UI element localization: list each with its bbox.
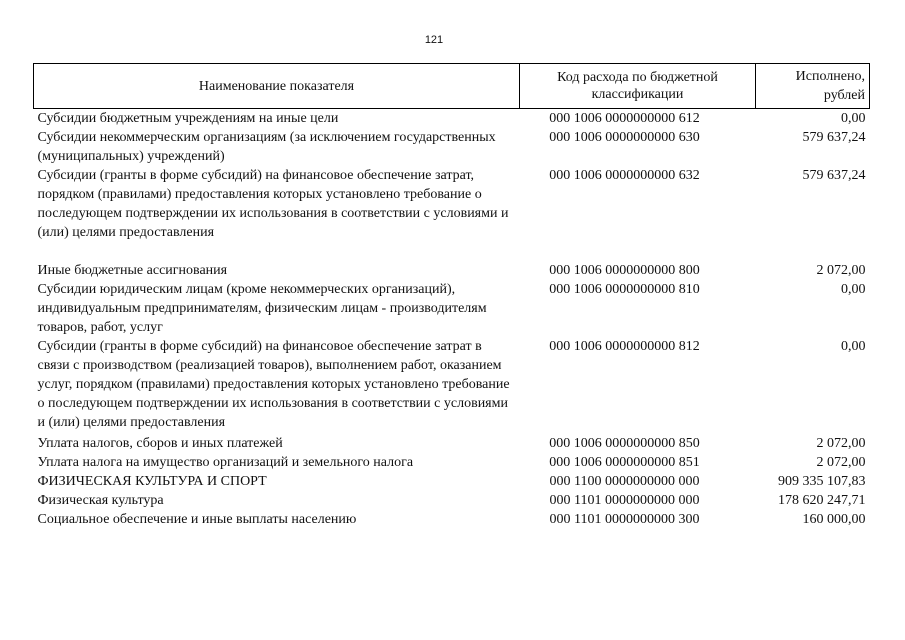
row-code: 000 1101 0000000000 000 xyxy=(549,493,700,508)
row-code: 000 1006 0000000000 810 xyxy=(549,282,700,297)
table-row xyxy=(34,128,870,166)
table-row xyxy=(34,434,870,453)
row-amount: 178 620 247,71 xyxy=(778,493,866,508)
table-header xyxy=(34,64,870,109)
table-row xyxy=(34,261,870,280)
table-row xyxy=(34,491,870,510)
table-row xyxy=(34,453,870,472)
row-amount: 2 072,00 xyxy=(816,263,866,278)
row-code: 000 1100 0000000000 000 xyxy=(549,474,700,489)
table-row xyxy=(34,472,870,491)
table-row xyxy=(34,166,870,261)
row-amount: 579 637,24 xyxy=(802,130,866,145)
row-name: Субсидии (гранты в форме субсидий) на финансовое обеспечение затрат, порядком (правилами) предоставления которых установлено требование о последующем подтверждении их использования в соответствии с условиями и (или) целями предоставления xyxy=(37,168,509,240)
row-name: ФИЗИЧЕСКАЯ КУЛЬТУРА И СПОРТ xyxy=(37,474,267,489)
row-amount: 909 335 107,83 xyxy=(778,474,866,489)
budget-execution-table xyxy=(33,63,870,529)
row-code: 000 1006 0000000000 630 xyxy=(549,130,700,145)
row-code: 000 1006 0000000000 800 xyxy=(549,263,700,278)
row-amount: 579 637,24 xyxy=(802,168,866,183)
table-row xyxy=(34,337,870,434)
row-name: Субсидии некоммерческим организациям (за исключением государственных (муниципальных) учреждений) xyxy=(37,130,496,164)
row-code: 000 1006 0000000000 812 xyxy=(549,339,700,354)
row-amount: 160 000,00 xyxy=(802,512,866,527)
row-name: Уплата налога на имущество организаций и земельного налога xyxy=(37,455,414,470)
row-name: Субсидии бюджетным учреждениям на иные цели xyxy=(37,111,339,126)
page-number: 121 xyxy=(424,34,444,46)
row-name: Субсидии юридическим лицам (кроме некоммерческих организаций), индивидуальным предпринимателям, физическим лицам - производителям товаров, работ, услуг xyxy=(37,282,487,335)
table-body xyxy=(34,109,870,530)
row-code: 000 1006 0000000000 850 xyxy=(549,436,700,451)
table-row xyxy=(34,510,870,529)
row-code: 000 1006 0000000000 851 xyxy=(549,455,700,470)
row-amount: 0,00 xyxy=(841,111,866,126)
table-row xyxy=(34,109,870,129)
row-name: Физическая культура xyxy=(37,493,164,508)
row-code: 000 1006 0000000000 612 xyxy=(549,111,700,126)
header-indicator-name: Наименование показателя xyxy=(34,64,520,109)
row-name: Уплата налогов, сборов и иных платежей xyxy=(37,436,283,451)
row-code: 000 1006 0000000000 632 xyxy=(549,168,700,183)
row-code: 000 1101 0000000000 300 xyxy=(549,512,700,527)
header-executed-amount: Исполнено, рублей xyxy=(756,64,870,109)
row-name: Субсидии (гранты в форме субсидий) на финансовое обеспечение затрат в связи с производством (реализацией товаров), выполнением работ, оказанием услуг, порядком (правилами) предоставления которых установлено требование о последующем подтверждении их использования в соответствии с условиями и (или) целями предоставления xyxy=(37,339,510,430)
header-expense-code: Код расхода по бюджетной классификации xyxy=(520,64,756,109)
row-amount: 0,00 xyxy=(841,282,866,297)
row-name: Социальное обеспечение и иные выплаты населению xyxy=(37,512,357,527)
row-name: Иные бюджетные ассигнования xyxy=(37,263,228,278)
row-amount: 2 072,00 xyxy=(816,436,866,451)
table-row xyxy=(34,280,870,337)
row-amount: 0,00 xyxy=(841,339,866,354)
row-amount: 2 072,00 xyxy=(816,455,866,470)
